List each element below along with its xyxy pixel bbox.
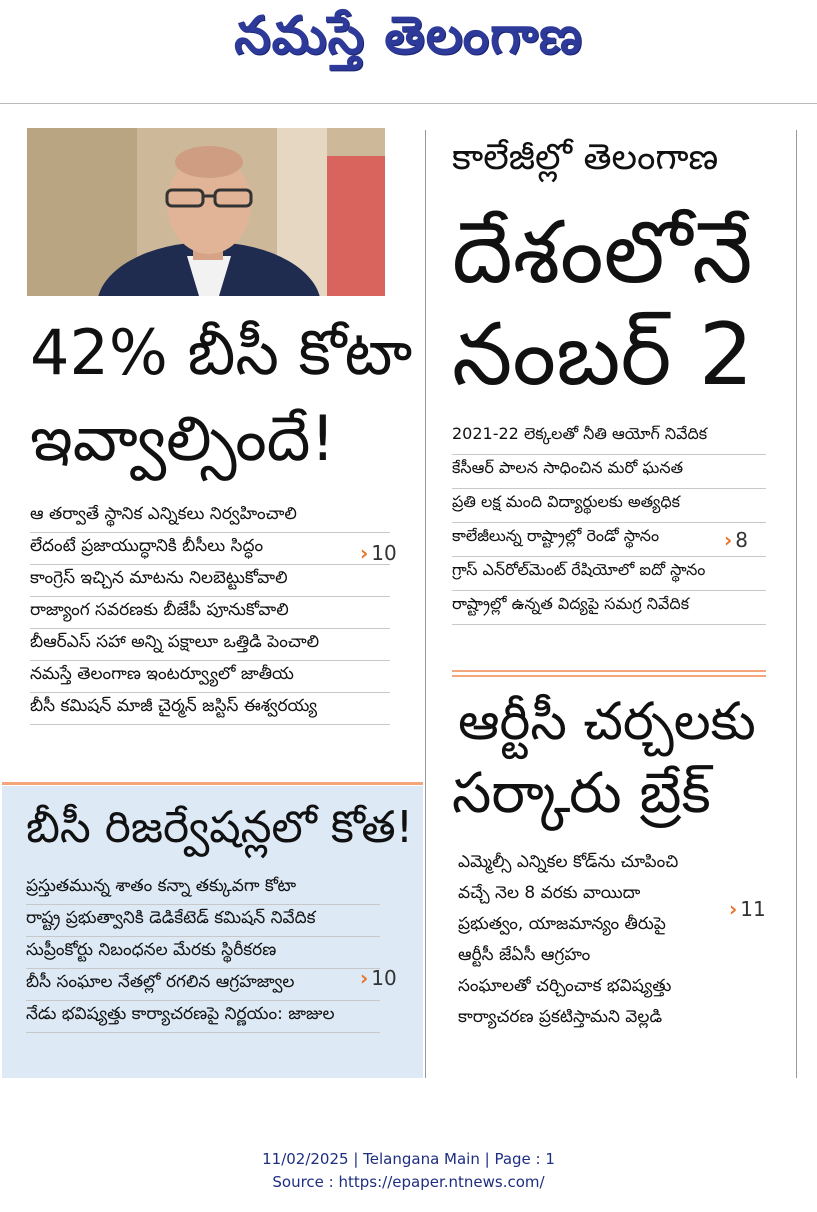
masthead bbox=[0, 0, 817, 104]
point-item: కార్యాచరణ ప్రకటిస్తామని వెల్లడి bbox=[458, 1007, 663, 1027]
point-separator bbox=[30, 660, 390, 661]
story-photo bbox=[27, 128, 385, 296]
masthead-rule bbox=[0, 103, 817, 104]
chevron-right-icon: › bbox=[724, 528, 733, 552]
point-item: వచ్చే నెల 8 వరకు వాయిదా bbox=[458, 883, 641, 903]
chevron-right-icon: › bbox=[360, 541, 369, 565]
point-item: బీసీ కమిషన్ మాజీ చైర్మన్ జస్టిస్ ఈశ్వరయ్య bbox=[30, 696, 318, 716]
point-separator bbox=[452, 590, 766, 591]
point-separator bbox=[452, 556, 766, 557]
left-story-pageref[interactable] bbox=[360, 541, 397, 565]
footer-date-line: 11/02/2025 | Telangana Main | Page : 1 bbox=[262, 1150, 555, 1168]
point-item: రాష్ట్రాల్లో ఉన్నత విద్యపై సమగ్ర నివేదిక bbox=[452, 594, 690, 613]
point-separator bbox=[30, 724, 390, 725]
point-item: ఎమ్మెల్సీ ఎన్నికల కోడ్‌ను చూపించి bbox=[458, 852, 679, 872]
right-kicker: కాలేజీల్లో తెలంగాణ bbox=[452, 137, 719, 178]
point-item: ప్రస్తుతమున్న శాతం కన్నా తక్కువగా కోటా bbox=[26, 876, 297, 896]
point-item: ఆర్టీసీ జేఏసీ ఆగ్రహం bbox=[458, 945, 591, 965]
footer-source-link[interactable]: Source : https://epaper.ntnews.com/ bbox=[272, 1173, 545, 1191]
point-item: కాంగ్రెస్ ఇచ్చిన మాటను నిలబెట్టుకోవాలి bbox=[30, 568, 288, 588]
chevron-right-icon: › bbox=[360, 966, 369, 990]
right2-headline-line2: సర్కారు బ్రేక్ bbox=[452, 761, 711, 826]
right-headline-line2: నంబర్ 2 bbox=[452, 305, 754, 405]
point-separator bbox=[30, 564, 390, 565]
story-divider bbox=[452, 670, 766, 672]
point-separator bbox=[26, 1000, 380, 1001]
page-number: 10 bbox=[371, 541, 397, 565]
masthead-logo: నమస్తే తెలంగాణ bbox=[234, 6, 583, 66]
box-pageref[interactable] bbox=[360, 966, 397, 990]
right-headline-line1: దేశంలోనే bbox=[452, 203, 753, 303]
point-separator bbox=[452, 522, 766, 523]
point-item: సుప్రీంకోర్టు నిబంధనల మేరకు స్థిరీకరణ bbox=[26, 940, 277, 960]
chevron-right-icon: › bbox=[729, 897, 738, 921]
point-separator bbox=[30, 532, 390, 533]
point-item: రాజ్యాంగ సవరణకు బీజేపీ పూనుకోవాలి bbox=[30, 600, 289, 620]
point-item: బీఆర్ఎస్ సహా అన్ని పక్షాలూ ఒత్తిడి పెంచాలి bbox=[30, 632, 320, 652]
right2-headline-line1: ఆర్టీసీ చర్చలకు bbox=[458, 692, 756, 752]
left-headline-line2: ఇవ్వాల్సిందే! bbox=[30, 402, 336, 475]
point-item: ఆ తర్వాతే స్థానిక ఎన్నికలు నిర్వహించాలి bbox=[30, 504, 297, 524]
point-item: కాలేజీలున్న రాష్ట్రాల్లో రెండో స్థానం bbox=[452, 526, 660, 545]
left-headline-line1: 42% బీసీ కోటా bbox=[30, 316, 413, 389]
point-item: గ్రాస్ ఎన్‌రోల్‌మెంట్ రేషియోలో ఐదో స్థానం bbox=[452, 560, 706, 579]
point-separator bbox=[26, 904, 380, 905]
point-item: సంఘాలతో చర్చించాక భవిష్యత్తు bbox=[458, 976, 672, 996]
box-divider bbox=[2, 782, 423, 785]
page-number: 11 bbox=[740, 897, 766, 921]
story-divider-2 bbox=[452, 675, 766, 677]
point-separator bbox=[30, 628, 390, 629]
point-item: లేదంటే ప్రజాయుద్ధానికి బీసీలు సిద్ధం bbox=[30, 536, 264, 556]
point-item: ప్రభుత్వం, యాజమాన్యం తీరుపై bbox=[458, 914, 666, 934]
point-separator bbox=[26, 968, 380, 969]
point-separator bbox=[452, 454, 766, 455]
point-item: రాష్ట్ర ప్రభుత్వానికి డెడికేటెడ్ కమిషన్ నివేదిక bbox=[26, 908, 316, 928]
column-divider-right bbox=[796, 130, 797, 1078]
point-separator bbox=[452, 488, 766, 489]
right2-story-pageref[interactable] bbox=[729, 897, 766, 921]
box-headline: బీసీ రిజర్వేషన్లలో కోత! bbox=[26, 802, 414, 853]
point-separator bbox=[30, 692, 390, 693]
point-item: కేసీఆర్ పాలన సాధించిన మరో ఘనత bbox=[452, 458, 684, 477]
page-number: 10 bbox=[371, 966, 397, 990]
point-item: 2021-22 లెక్కలతో నీతి ఆయోగ్ నివేదిక bbox=[452, 424, 708, 443]
point-separator bbox=[30, 596, 390, 597]
point-item: ప్రతి లక్ష మంది విద్యార్థులకు అత్యధిక bbox=[452, 492, 681, 511]
point-item: నమస్తే తెలంగాణ ఇంటర్వ్యూలో జాతీయ bbox=[30, 664, 294, 684]
right-story-pageref[interactable] bbox=[724, 528, 748, 552]
point-separator bbox=[26, 936, 380, 937]
point-item: బీసీ సంఘాల నేతల్లో రగలిన ఆగ్రహజ్వాల bbox=[26, 972, 295, 992]
point-separator bbox=[452, 624, 766, 625]
page-number: 8 bbox=[735, 528, 748, 552]
column-divider bbox=[425, 130, 426, 1078]
point-item: నేడు భవిష్యత్తు కార్యాచరణపై నిర్ణయం: జాజుల bbox=[26, 1004, 335, 1024]
point-separator bbox=[26, 1032, 380, 1033]
